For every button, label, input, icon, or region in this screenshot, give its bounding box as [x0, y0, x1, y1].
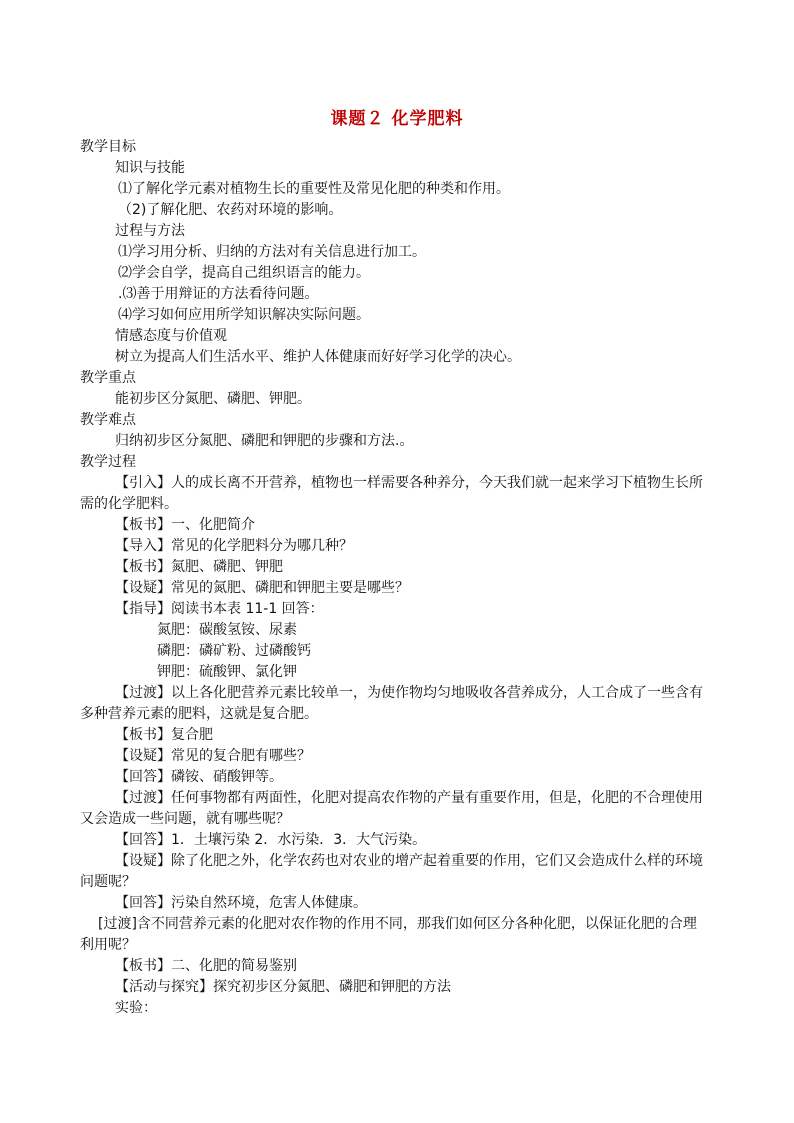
text-line: ⑴学习用分析、归纳的方法对有关信息进行加工。 [118, 244, 426, 260]
text-line: 需的化学肥料。 [80, 496, 178, 512]
text-line: 【板书】复合肥 [115, 727, 213, 743]
text-line: 利用呢？ [80, 937, 136, 953]
text-line: 能初步区分氮肥、磷肥、钾肥。 [115, 391, 311, 407]
text-line: 【过渡】任何事物都有两面性，化肥对提高农作物的产量有重要作用，但是，化肥的不合理使用 [115, 790, 703, 806]
text-line: 【回答】1．土壤污染 2．水污染．3．大气污染。 [115, 832, 427, 848]
text-line: 【活动与探究】探究初步区分氮肥、磷肥和钾肥的方法 [115, 979, 451, 995]
text-line: 【回答】污染自然环境，危害人体健康。 [115, 895, 367, 911]
text-line: 【板书】二、化肥的简易鉴别 [115, 958, 297, 974]
text-line: 【设疑】常见的复合肥有哪些？ [115, 748, 311, 764]
text-line: ⑴了解化学元素对植物生长的重要性及常见化肥的种类和作用。 [118, 181, 510, 197]
text-line: 【指导】阅读书本表 11-1 回答： [115, 601, 324, 617]
text-line: 过程与方法 [115, 223, 185, 239]
text-line: 【过渡】以上各化肥营养元素比较单一，为使作物均匀地吸收各营养成分，人工合成了一些含有 [115, 685, 703, 701]
text-line: 教学重点 [80, 370, 136, 386]
text-line: 多种营养元素的肥料，这就是复合肥。 [80, 706, 318, 722]
document-title: 课题２ 化学肥料 [330, 109, 464, 129]
text-line: ⑵学会自学，提高自己组织语言的能力。 [118, 265, 370, 281]
text-line: 【板书】一、化肥简介 [115, 517, 255, 533]
text-line: 情感态度与价值观 [115, 328, 227, 344]
text-line: 【设疑】除了化肥之外，化学农药也对农业的增产起着重要的作用，它们又会造成什么样的环境 [115, 853, 703, 869]
text-line: [过渡]含不同营养元素的化肥对农作物的作用不同，那我们如何区分各种化肥，以保证化肥的合理 [98, 916, 697, 932]
text-line: 钾肥：硫酸钾、氯化钾 [157, 664, 297, 680]
text-line: 知识与技能 [115, 160, 185, 176]
text-line: 归纳初步区分氮肥、磷肥和钾肥的步骤和方法.。 [115, 433, 414, 449]
text-line: 磷肥：磷矿粉、过磷酸钙 [157, 643, 311, 659]
text-line: 【回答】磷铵、硝酸钾等。 [115, 769, 283, 785]
text-line: 教学过程 [80, 454, 136, 470]
text-line: 实验： [115, 1000, 157, 1016]
text-line: 问题呢？ [80, 874, 136, 890]
text-line: ⑷学习如何应用所学知识解决实际问题。 [118, 307, 370, 323]
text-line: 【导入】常见的化学肥料分为哪几种？ [115, 538, 353, 554]
text-line: 教学难点 [80, 412, 136, 428]
text-line: 氮肥：碳酸氢铵、尿素 [157, 622, 297, 638]
text-line: （2)了解化肥、农药对环境的影响。 [118, 202, 343, 218]
text-line: 【引入】人的成长离不开营养，植物也一样需要各种养分，今天我们就一起来学习下植物生长所 [115, 475, 703, 491]
text-line: 【设疑】常见的氮肥、磷肥和钾肥主要是哪些？ [115, 580, 409, 596]
text-line: 【板书】氮肥、磷肥、钾肥 [115, 559, 283, 575]
text-line: .⑶善于用辩证的方法看待问题。 [118, 286, 319, 302]
text-line: 教学目标 [80, 139, 136, 155]
text-line: 又会造成一些问题，就有哪些呢？ [80, 811, 290, 827]
text-line: 树立为提高人们生活水平、维护人体健康而好好学习化学的决心。 [115, 349, 521, 365]
